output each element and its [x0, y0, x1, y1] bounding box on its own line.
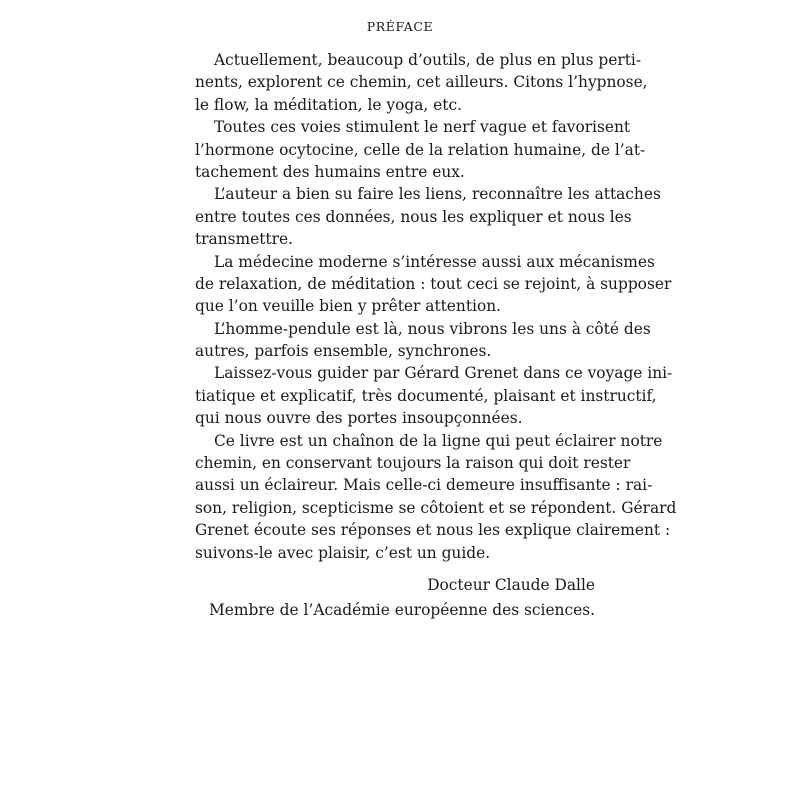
text-line: qui nous ouvre des portes insoupçonnées. [195, 409, 523, 428]
paragraph-5 [195, 318, 651, 363]
text-line: entre toutes ces données, nous les expliquer et nous les [195, 207, 632, 226]
text-line: Ce livre est un chaînon de la ligne qui peut éclairer notre [214, 431, 663, 450]
text-line: autres, parfois ensemble, synchrones. [195, 342, 492, 361]
paragraph-1 [195, 49, 648, 116]
text-line: Laissez-vous guider par Gérard Grenet dans ce voyage ini- [214, 364, 673, 383]
text-line: le flow, la méditation, le yoga, etc. [195, 95, 462, 114]
text-line: Toutes ces voies stimulent le nerf vague et favorisent [214, 118, 631, 137]
text-line: tiatique et explicatif, très documenté, plaisant et instructif, [195, 386, 657, 405]
text-line: Grenet écoute ses réponses et nous les explique clairement : [195, 521, 671, 540]
signature-name: Docteur Claude Dalle [427, 576, 595, 594]
text-line: nents, explorent ce chemin, cet ailleurs. Citons l’hypnose, [195, 73, 648, 92]
text-line: que l’on veuille bien y prêter attention. [195, 297, 502, 316]
signature-block [195, 573, 595, 623]
text-line: tachement des humains entre eux. [195, 162, 465, 181]
text-line: aussi un éclaireur. Mais celle-ci demeure insuffisante : rai- [195, 476, 653, 495]
text-line: L’homme-pendule est là, nous vibrons les uns à côté des [214, 319, 651, 338]
text-line: chemin, en conservant toujours la raison qui doit rester [195, 454, 631, 473]
paragraph-7 [195, 430, 677, 564]
paragraph-2 [195, 116, 646, 183]
text-line: transmettre. [195, 230, 293, 249]
paragraph-6 [195, 362, 673, 429]
body-text [195, 49, 677, 564]
text-line: L’auteur a bien su faire les liens, reconnaître les attaches [214, 185, 661, 204]
text-line: son, religion, scepticisme se côtoient et se répondent. Gérard [195, 498, 677, 517]
text-line: de relaxation, de méditation : tout ceci se rejoint, à supposer [195, 274, 672, 293]
paragraph-4 [195, 251, 672, 318]
paragraph-3 [195, 183, 661, 250]
text-line: La médecine moderne s’intéresse aussi aux mécanismes [214, 252, 655, 271]
signature-title: Membre de l’Académie européenne des sciences. [209, 601, 595, 619]
text-line: Actuellement, beaucoup d’outils, de plus en plus perti- [214, 51, 642, 69]
text-line: suivons-le avec plaisir, c’est un guide. [195, 543, 491, 562]
running-head: PRÉFACE [366, 19, 434, 34]
text-line: l’hormone ocytocine, celle de la relation humaine, de l’at- [195, 140, 646, 159]
